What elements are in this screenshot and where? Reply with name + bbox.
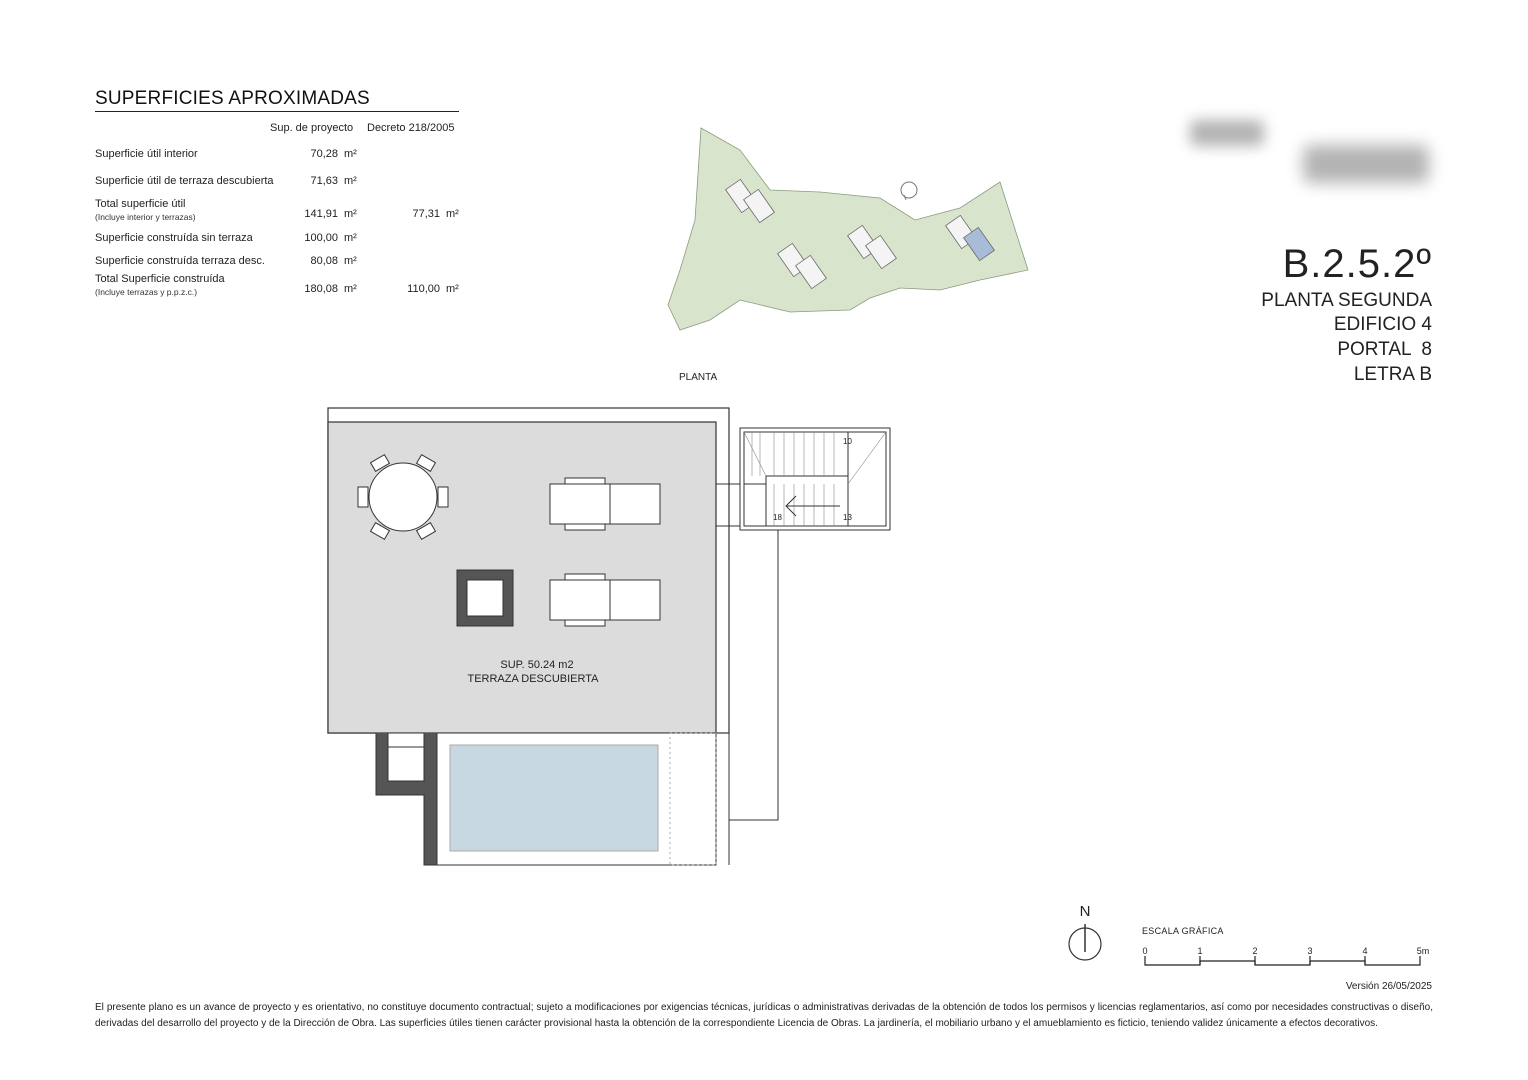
plan-label: PLANTA xyxy=(679,372,718,383)
row-label: Total superficie útil xyxy=(95,198,186,210)
site-plan-map xyxy=(650,120,1040,340)
north-compass-icon xyxy=(1064,900,1106,966)
row-decree-value: 77,31 xyxy=(412,208,440,220)
table-title-rule xyxy=(95,111,459,112)
row-label: Superficie construída terraza desc. xyxy=(95,255,265,267)
row-project-unit: m² xyxy=(344,283,357,295)
disclaimer-text: El presente plano es un avance de proyecto y es orientativo, no constituye documento contractual; sujeto a modificaciones por exigencias técnicas, jurídicas o administrativas derivadas de la obtención de todos los permisos y licencias reglamentarios, así como por necesidades constructivas o diseño, derivadas del desarrollo del proyecto y de la Dirección de Obra. Las superficies útiles tienen carácter provisional hasta la obtención de la correspondiente Licencia de Obras. La jardinería, el mobiliario urbano y el amueblamiento es ficticio, teniendo validez únicamente a efectos decorativos. xyxy=(95,1002,1433,1029)
unit-floor: PLANTA SEGUNDA xyxy=(1261,290,1432,311)
scale-tick-label: 5m xyxy=(1416,946,1430,956)
row-sublabel: (Incluye terrazas y p.p.z.c.) xyxy=(95,287,198,297)
unit-portal: PORTAL 8 xyxy=(1337,339,1432,360)
row-project-value: 71,63 xyxy=(310,175,338,187)
row-project-unit: m² xyxy=(344,255,357,267)
row-label: Superficie construída sin terraza xyxy=(95,232,253,244)
sun-lounger xyxy=(550,574,660,626)
compass-north-label: N xyxy=(1079,903,1091,920)
row-decree-unit: m² xyxy=(446,208,459,220)
row-sublabel: (Incluye interior y terrazas) xyxy=(95,212,196,222)
site-roundabout xyxy=(901,182,917,198)
scale-tick-label: 0 xyxy=(1142,946,1148,956)
stair-number: 10 xyxy=(843,437,852,446)
row-decree-value: 110,00 xyxy=(407,283,440,295)
unit-building: EDIFICIO 4 xyxy=(1333,314,1432,335)
column-header-decree: Decreto 218/2005 xyxy=(367,122,455,134)
version-label: Versión 26/05/2025 xyxy=(1345,981,1432,992)
row-decree-unit: m² xyxy=(446,283,459,295)
unit-letter: LETRA B xyxy=(1353,364,1432,385)
column-header-project: Sup. de proyecto xyxy=(270,122,354,134)
pool xyxy=(450,745,658,851)
terrace-name-label: TERRAZA DESCUBIERTA xyxy=(467,673,599,685)
scale-title: ESCALA GRÁFICA xyxy=(1142,926,1224,936)
blurred-logo xyxy=(1303,145,1429,183)
row-project-value: 100,00 xyxy=(304,232,338,244)
site-green-area xyxy=(668,128,1028,330)
stair-number: 13 xyxy=(843,513,852,522)
unit-code: B.2.5.2º xyxy=(1282,242,1432,286)
sun-lounger xyxy=(550,478,660,530)
scale-tick-label: 1 xyxy=(1197,946,1203,956)
row-project-unit: m² xyxy=(344,175,357,187)
row-project-value: 180,08 xyxy=(304,283,338,295)
staircase xyxy=(740,428,890,530)
scale-tick-label: 4 xyxy=(1362,946,1368,956)
floor-plan xyxy=(320,400,900,870)
table-title: SUPERFICIES APROXIMADAS xyxy=(95,88,370,109)
graphic-scale-bar xyxy=(1138,942,1438,972)
scale-tick-label: 3 xyxy=(1307,946,1313,956)
stair-number: 18 xyxy=(773,513,782,522)
row-project-value: 80,08 xyxy=(310,255,338,267)
row-label: Superficie útil de terraza descubierta xyxy=(95,175,274,187)
row-project-value: 141,91 xyxy=(304,208,338,220)
row-project-unit: m² xyxy=(344,232,357,244)
terrace-area-label: SUP. 50.24 m2 xyxy=(500,659,574,671)
row-label: Superficie útil interior xyxy=(95,148,198,160)
row-project-unit: m² xyxy=(344,148,357,160)
scale-tick-label: 2 xyxy=(1252,946,1258,956)
row-project-unit: m² xyxy=(344,208,357,220)
row-project-value: 70,28 xyxy=(310,148,338,160)
row-label: Total Superficie construída xyxy=(95,273,225,285)
blurred-logo xyxy=(1190,120,1264,146)
